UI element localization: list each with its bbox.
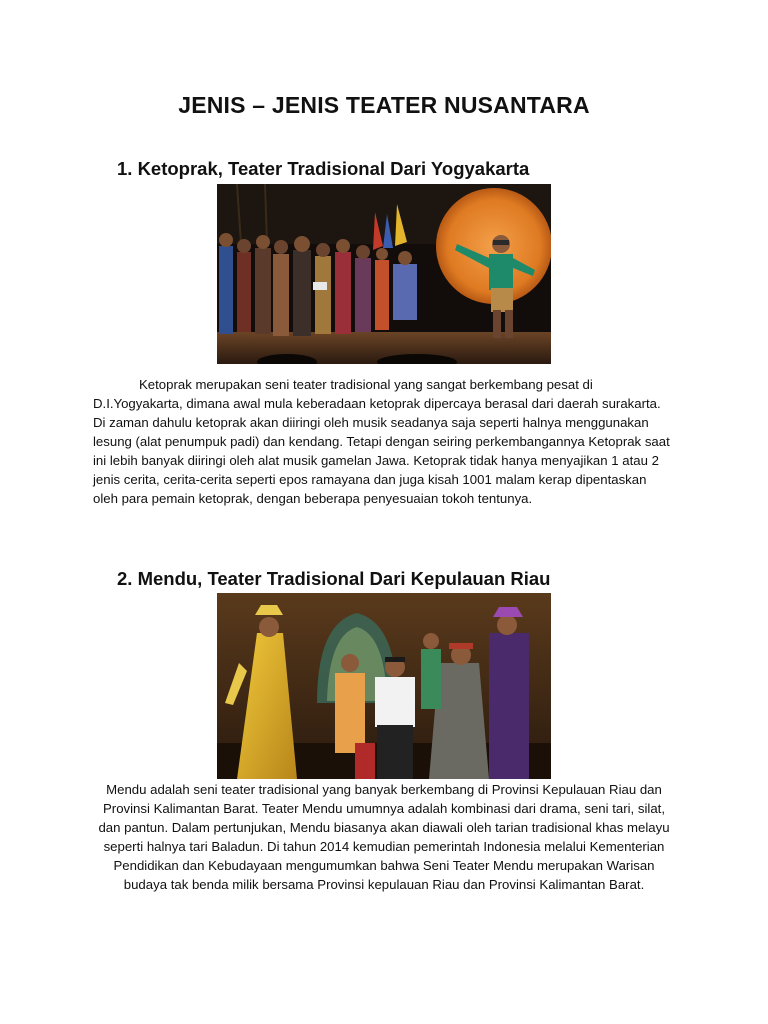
mendu-paragraph: Mendu adalah seni teater tradisional yang banyak berkembang di Provinsi Kepulauan Riau dan Provinsi Kalimantan Barat. Teater Mendu umumnya adalah kombinasi dari drama, seni tari, silat, dan pantun. Dalam pertunjukan, Mendu biasanya akan diawali oleh tarian tradisional khas melayu seperti halnya tari Baladun. Di tahun 2014 kemudian pemerintah Indonesia melalui Kementerian Pendidikan dan Kebudayaan mengumumkan bahwa Seni Teater Mendu merupakan Warisan budaya tak benda milik bersama Provinsi kepulauan Riau dan Provinsi Kalimantan Barat. — [98, 782, 670, 892]
mendu-stage-photo — [217, 593, 551, 779]
section-heading-mendu: 2. Mendu, Teater Tradisional Dari Kepulauan Riau — [117, 568, 551, 589]
ketoprak-photo-illustration — [217, 184, 551, 364]
ketoprak-paragraph: Ketoprak merupakan seni teater tradisional yang sangat berkembang pesat di D.I.Yogyakarta, dimana awal mula keberadaan ketoprak dipercaya berasal dari daerah surakarta. Di zaman dahulu ketoprak akan diiringi oleh musik seadanya saja seperti halnya menggunakan lesung (alat penumpuk padi) dan kendang. Tetapi dengan seiring perkembangannya Ketoprak saat ini lebih banyak diiringi oleh alat musik gamelan Jawa. Ketoprak tidak hanya menyajikan 1 atau 2 jenis cerita, cerita-cerita seperti epos ramayana dan juga kisah 1001 malam kerap dipentaskan oleh para pemain ketoprak, dengan beberapa penyesuaian tokoh tentunya. — [93, 377, 670, 506]
section-heading-ketoprak: 1. Ketoprak, Teater Tradisional Dari Yogyakarta — [117, 158, 530, 179]
mendu-photo-illustration — [217, 593, 551, 779]
page-title: JENIS – JENIS TEATER NUSANTARA — [178, 92, 590, 118]
ketoprak-stage-photo — [217, 184, 551, 364]
